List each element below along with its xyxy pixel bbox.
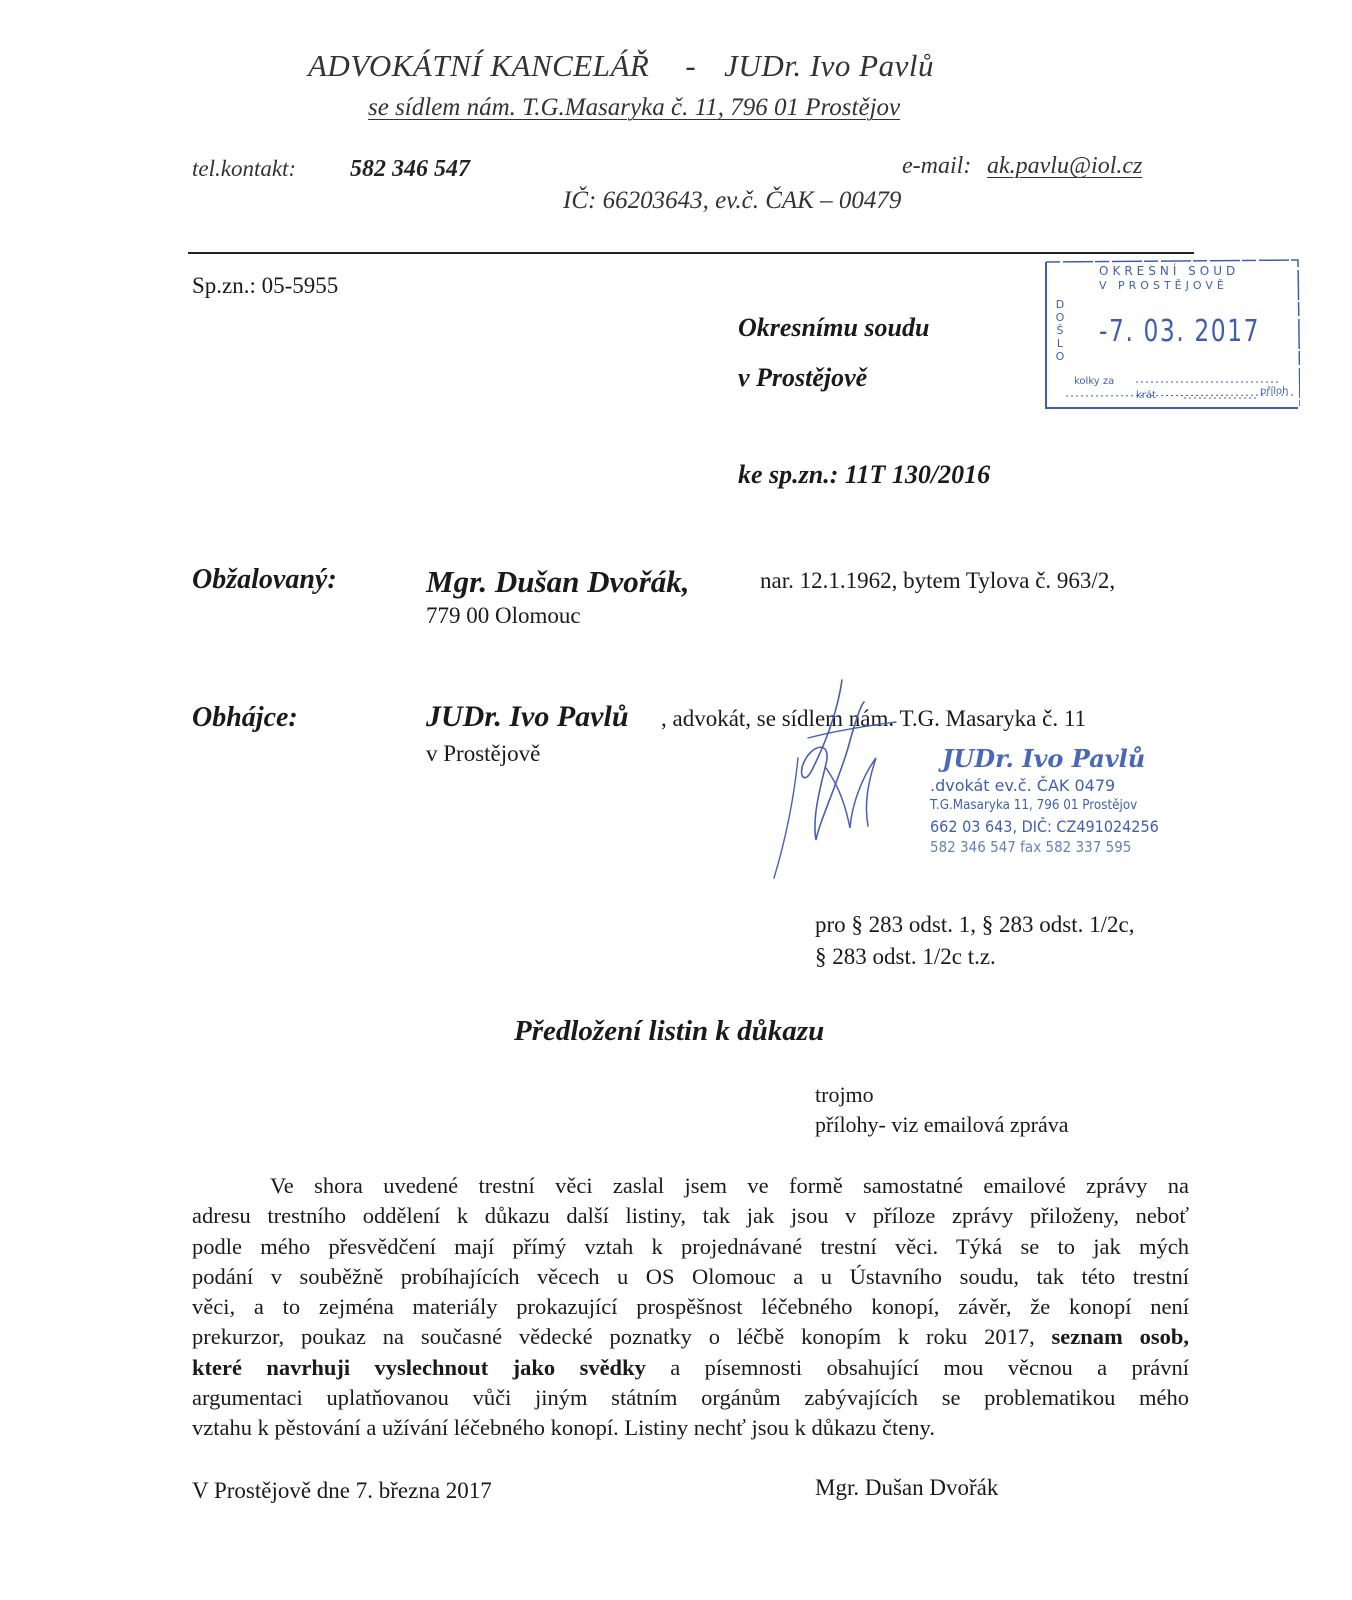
- email-link[interactable]: ak.pavlu@iol.cz: [987, 153, 1143, 179]
- accused-city: 779 00 Olomouc: [426, 603, 581, 628]
- stamp-kraj: krát: [1136, 390, 1156, 401]
- lawyer-name: JUDr. Ivo Pavlů: [724, 48, 934, 83]
- lawyer-stamp-line2: T.G.Masaryka 11, 796 01 Prostějov: [930, 798, 1138, 813]
- registration-ids: IČ: 66203643, ev.č. ČAK – 00479: [563, 187, 902, 214]
- case-reference: ke sp.zn.: 11T 130/2016: [738, 460, 991, 489]
- tel-number: 582 346 547: [350, 156, 470, 182]
- stamp-court-name: OKRESNÍ SOUD: [1099, 264, 1240, 278]
- tel-label: tel.kontakt:: [192, 156, 297, 181]
- lawyer-stamp-line3: 662 03 643, DIČ: CZ491024256: [930, 817, 1159, 836]
- firm-name: ADVOKÁTNÍ KANCELÁŘ: [308, 48, 650, 83]
- lawyer-stamp-line4: 582 346 547 fax 582 337 595: [930, 838, 1132, 856]
- copies-note: trojmo: [815, 1082, 874, 1107]
- body-line: Ve shora uvedené trestní věci zaslal jsem ve formě samostatné emailové zprávy na: [270, 1173, 1189, 1198]
- body-line: vztahu k pěstování a užívání léčebného konopí. Listiny nechť jsou k důkazu čteny.: [192, 1415, 935, 1441]
- body-line: prekurzor, poukaz na současné vědecké poznatky o léčbě konopím k roku 2017, seznam osob,: [192, 1324, 1190, 1350]
- body-line: adresu trestního oddělení k důkazu další listiny, tak jak jsou v příloze zprávy přiloženy, neboť: [192, 1203, 1189, 1229]
- letterhead-address: se sídlem nám. T.G.Masaryka č. 11, 796 01 Prostějov: [368, 94, 901, 121]
- addressee-court: Okresnímu soudu: [738, 313, 930, 342]
- signer-name: Mgr. Dušan Dvořák: [815, 1475, 999, 1500]
- charges-line-1: pro § 283 odst. 1, § 283 odst. 1/2c,: [815, 912, 1135, 937]
- body-paragraph: [192, 1171, 1189, 1444]
- attachments-note: přílohy- viz emailová zpráva: [815, 1112, 1069, 1137]
- reference-number: Sp.zn.: 05-5955: [192, 273, 339, 298]
- witness-list-emphasis: které navrhuji vyslechnout jako svědky: [192, 1354, 646, 1380]
- title-separator: -: [685, 48, 697, 83]
- stamp-court-city: V PROSTĚJOVĚ: [1099, 279, 1228, 292]
- addressee-city: v Prostějově: [738, 363, 868, 392]
- defender-city: v Prostějově: [426, 741, 541, 766]
- witness-list-emphasis: seznam osob,: [1051, 1324, 1190, 1350]
- court-receipt-stamp: [1044, 258, 1300, 410]
- lawyer-stamp: [880, 742, 1190, 862]
- letterhead-title: [308, 48, 934, 84]
- lawyer-stamp-line1: .dvokát ev.č. ČAK 0479: [930, 776, 1116, 795]
- body-line: které navrhuji vyslechnout jako svědky a písemnosti obsahující mou věcnou a právní: [192, 1354, 1189, 1380]
- accused-details: nar. 12.1.1962, bytem Tylova č. 963/2,: [760, 568, 1116, 593]
- lawyer-stamp-name: JUDr. Ivo Pavlů: [942, 744, 1146, 773]
- stamp-priloh: příloh: [1260, 386, 1289, 397]
- defender-label: Obhájce:: [192, 702, 298, 733]
- charges-line-2: § 283 odst. 1/2c t.z.: [815, 944, 996, 969]
- body-line: argumentaci uplatňovanou vůči jiným státním orgánům zabývajících se problematikou mého: [192, 1385, 1189, 1411]
- accused-name: Mgr. Dušan Dvořák,: [426, 564, 690, 599]
- accused-label: Obžalovaný:: [192, 564, 337, 595]
- email-label: e-mail:: [902, 153, 972, 179]
- body-line: věci, a to zejména materiály prokazující prospěšnost léčebného konopí, závěr, že konopí není: [192, 1294, 1189, 1320]
- stamp-date: -7. 03. 2017: [1099, 314, 1261, 349]
- header-divider: [188, 252, 1194, 254]
- handwritten-signature: [768, 678, 898, 883]
- defender-name: JUDr. Ivo Pavlů: [426, 700, 629, 733]
- stamp-received-label: D O Š L O: [1055, 298, 1065, 363]
- place-and-date: V Prostějově dne 7. března 2017: [192, 1478, 492, 1503]
- body-line: podle mého přesvědčení mají přímý vztah k projednávané trestní věci. Týká se to jak mých: [192, 1233, 1189, 1259]
- body-line: podání v souběžně probíhajících věcech u OS Olomouc a u Ústavního soudu, tak této trestní: [192, 1263, 1189, 1289]
- defender-details: , advokát, se sídlem nám. T.G. Masaryka č. 11: [661, 706, 1086, 731]
- stamp-kolky: kolky za: [1074, 376, 1115, 387]
- document-title: Předložení listin k důkazu: [514, 1015, 825, 1047]
